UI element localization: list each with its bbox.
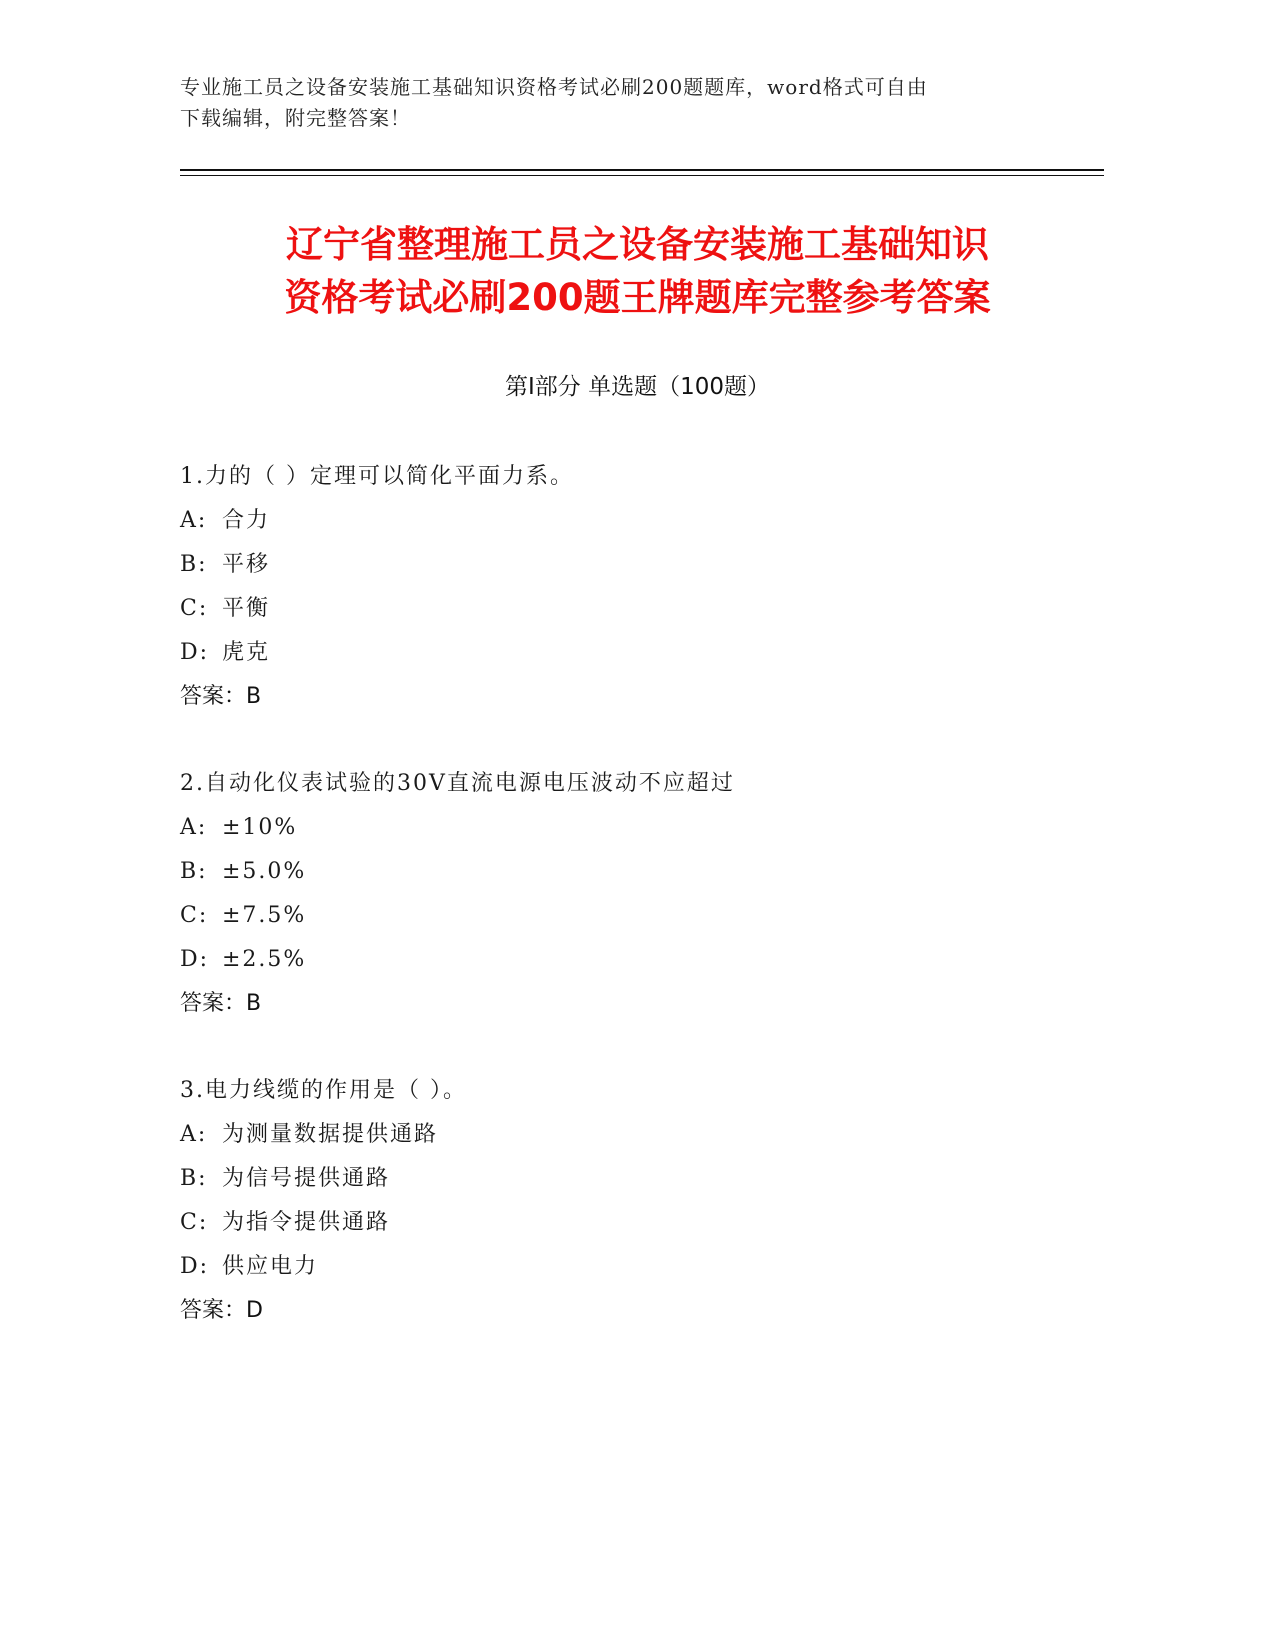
header-note-line-2: 下载编辑，附完整答案！ <box>180 106 411 130</box>
question-stem: 3.电力线缆的作用是（ ）。 <box>180 1078 467 1103</box>
answer-text: 答案：D <box>180 1298 263 1323</box>
option-key: B: <box>180 1166 208 1191</box>
option-b <box>180 850 1100 894</box>
option-text: ±10% <box>222 815 298 840</box>
option-text: 合力 <box>222 508 271 533</box>
option-text: 平移 <box>222 552 271 577</box>
question-list <box>180 455 1100 1333</box>
question-item <box>180 1069 1100 1333</box>
option-key: C: <box>180 1210 209 1235</box>
header-note <box>180 72 1060 134</box>
option-a <box>180 1113 1100 1157</box>
answer-text: 答案：B <box>180 991 262 1016</box>
option-text: ±7.5% <box>222 903 307 928</box>
option-text: 为测量数据提供通路 <box>222 1122 439 1147</box>
option-b <box>180 1157 1100 1201</box>
option-text: 为信号提供通路 <box>222 1166 391 1191</box>
option-text: 为指令提供通路 <box>222 1210 391 1235</box>
option-d <box>180 631 1100 675</box>
question-item <box>180 762 1100 1026</box>
header-note-line-1: 专业施工员之设备安装施工基础知识资格考试必刷200题题库，word格式可自由 <box>180 75 928 99</box>
question-item <box>180 455 1100 719</box>
option-a <box>180 499 1100 543</box>
option-d <box>180 1245 1100 1289</box>
option-b <box>180 543 1100 587</box>
option-key: A: <box>180 508 208 533</box>
option-key: B: <box>180 552 208 577</box>
answer-text: 答案：B <box>180 684 262 709</box>
option-key: A: <box>180 815 208 840</box>
option-c <box>180 587 1100 631</box>
option-text: ±5.0% <box>222 859 307 884</box>
option-text: 平衡 <box>222 596 271 621</box>
section-heading: 第Ⅰ部分 单选题（100题） <box>505 374 770 400</box>
option-key: D: <box>180 1254 210 1279</box>
option-a <box>180 806 1100 850</box>
document-title <box>120 218 1155 324</box>
option-text: 虎克 <box>222 640 271 665</box>
option-key: C: <box>180 903 209 928</box>
question-stem: 1.力的（ ）定理可以简化平面力系。 <box>180 464 574 489</box>
option-text: 供应电力 <box>222 1254 319 1279</box>
header-divider-thick <box>180 169 1104 171</box>
option-key: D: <box>180 640 210 665</box>
document-title-line-2: 资格考试必刷200题王牌题库完整参考答案 <box>284 276 991 319</box>
option-key: A: <box>180 1122 208 1147</box>
option-c <box>180 1201 1100 1245</box>
document-title-line-1: 辽宁省整理施工员之设备安装施工基础知识 <box>286 223 989 266</box>
option-key: B: <box>180 859 208 884</box>
option-key: C: <box>180 596 209 621</box>
header-divider-thin <box>180 175 1104 176</box>
question-stem: 2.自动化仪表试验的30V直流电源电压波动不应超过 <box>180 771 735 796</box>
option-d <box>180 938 1100 982</box>
option-text: ±2.5% <box>222 947 307 972</box>
option-c <box>180 894 1100 938</box>
option-key: D: <box>180 947 210 972</box>
